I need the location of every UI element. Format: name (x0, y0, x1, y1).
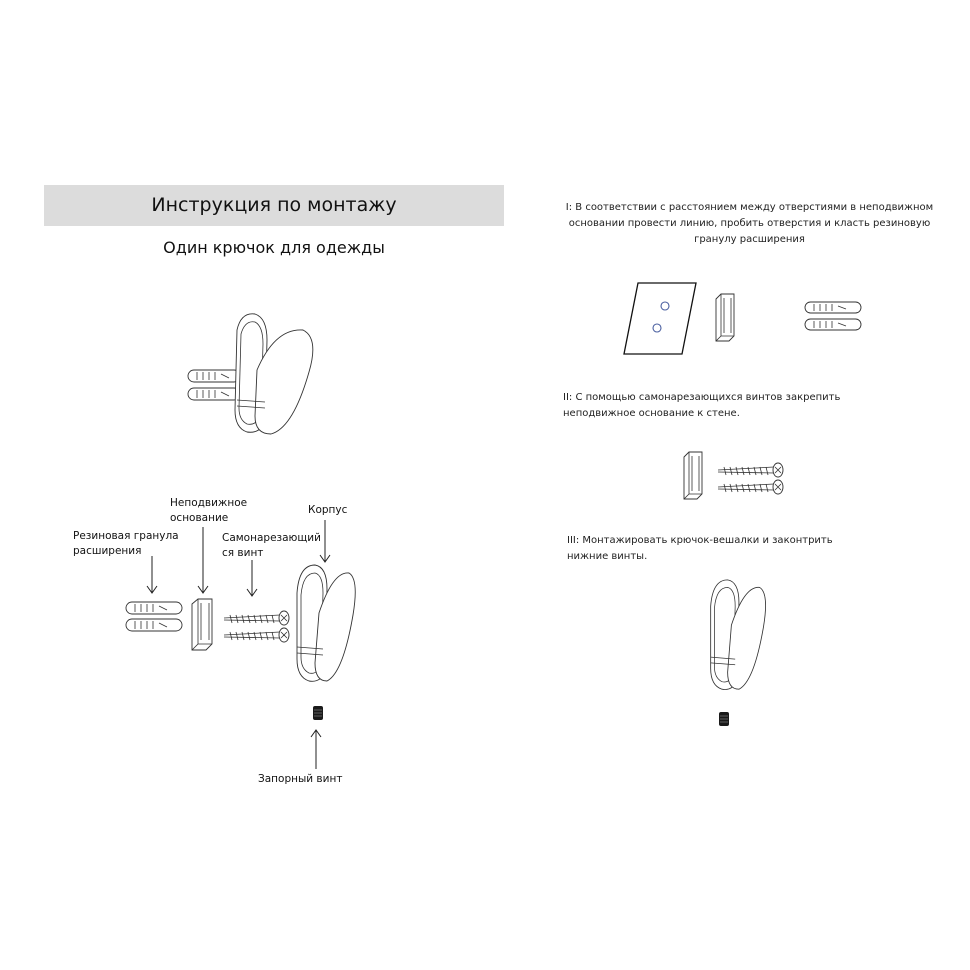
step-1-line3: гранулу расширения (694, 234, 805, 245)
arrow-up-icon (310, 728, 322, 770)
fixed-base-illustration (682, 451, 704, 501)
screw-label-line1: Самонарезающий (222, 532, 321, 544)
step-3-line1: III: Монтажировать крючок-вешалки и законтрить (567, 535, 833, 546)
step-1-text (552, 200, 947, 248)
set-screw-icon (311, 705, 325, 721)
fixed-base-label (170, 496, 247, 526)
self-tapping-screws-illustration (716, 462, 786, 496)
anchor-icon (188, 370, 240, 400)
hook-body-illustration (705, 578, 771, 693)
step-3-line2: нижние винты. (567, 551, 648, 562)
screw-label (222, 531, 321, 561)
step-1-line2: основании провести линию, пробить отверстия и класть резиновую (568, 218, 931, 229)
arrow-down-icon (197, 527, 209, 597)
rubber-anchor-label (73, 529, 179, 559)
step-2-text (563, 390, 840, 422)
step-2-line2: неподвижное основание к стене. (563, 408, 740, 419)
step-3-text (567, 533, 833, 565)
rubber-anchor-label-line1: Резиновая гранула (73, 530, 179, 542)
rubber-anchors-illustration (125, 600, 185, 636)
arrow-down-icon (319, 520, 331, 566)
screw-label-line2: ся винт (222, 547, 264, 559)
arrow-down-icon (146, 556, 158, 596)
hook-body-illustration (293, 563, 359, 685)
fixed-base-label-line2: основание (170, 512, 229, 524)
body-label: Корпус (308, 504, 348, 516)
fixed-base-illustration (714, 293, 736, 343)
page-subtitle: Один крючок для одежды (163, 238, 385, 257)
step-2-line1: II: С помощью самонарезающихся винтов закрепить (563, 392, 841, 403)
self-tapping-screws-illustration (222, 610, 292, 644)
fixed-base-label-line1: Неподвижное (170, 497, 248, 509)
fixed-base-illustration (190, 598, 214, 652)
set-screw-label: Запорный винт (258, 773, 343, 785)
rubber-anchors-illustration (804, 300, 864, 334)
step-1-line1: I: В соответствии с расстоянием между отверстиями в неподвижном (565, 202, 934, 213)
page-title: Инструкция по монтажу (151, 194, 397, 216)
rubber-anchor-label-line2: расширения (73, 545, 142, 557)
wall-with-holes-illustration (622, 282, 698, 356)
arrow-down-icon (246, 560, 258, 600)
set-screw-icon (717, 711, 731, 727)
assembled-hook-illustration (185, 310, 325, 440)
